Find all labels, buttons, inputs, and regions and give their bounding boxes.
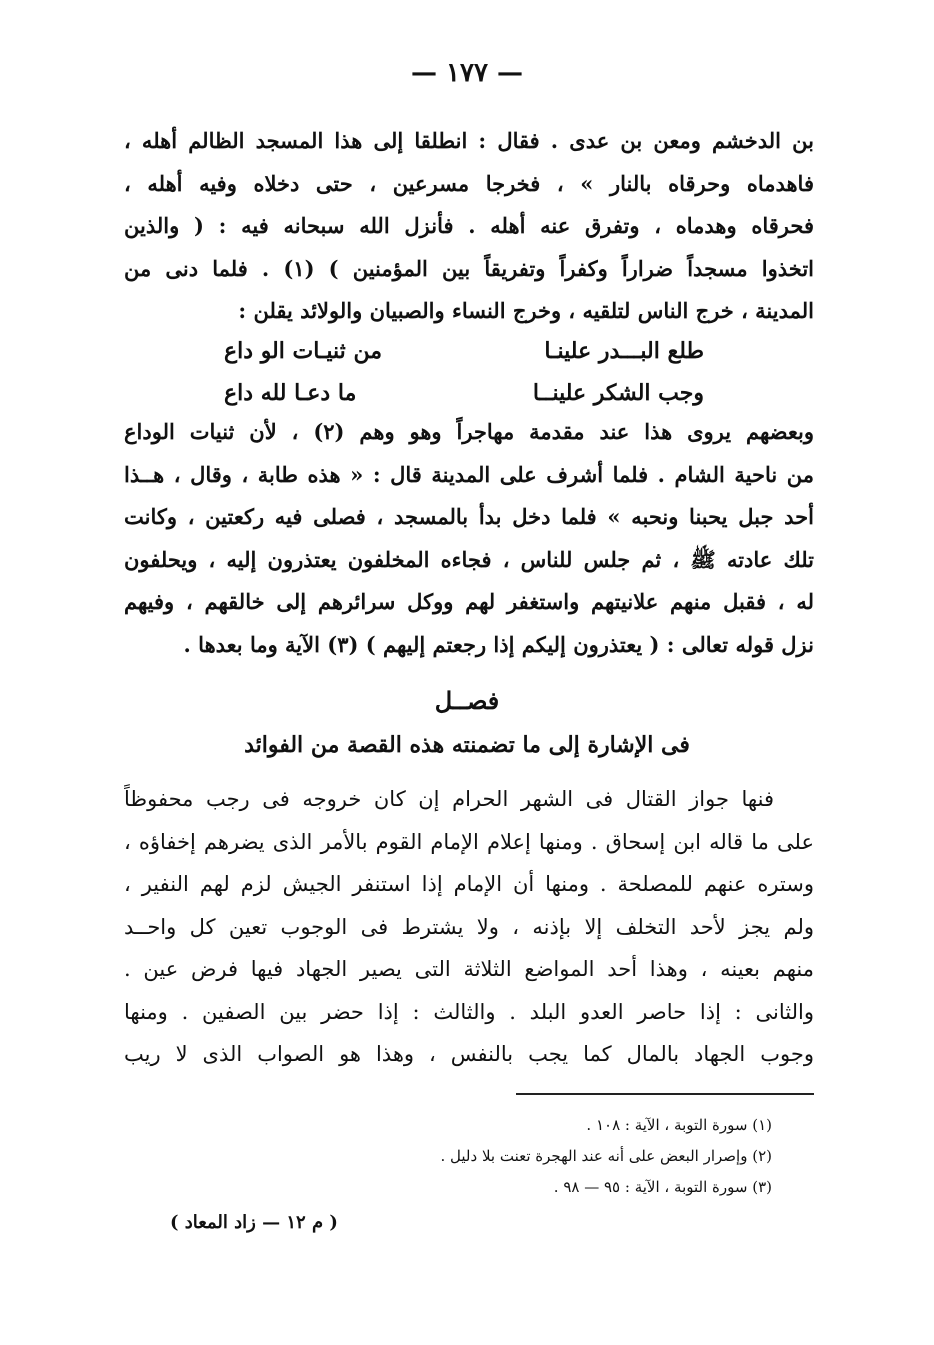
- text-line: فاهدماه وحرقاه بالنار » ، فخرجا مسرعين ، حتى دخلاه وفيه أهله ،: [124, 170, 814, 196]
- text-line: وستره عنهم للمصلحة . ومنها أن الإمام إذا استنفر الجيش لزم لهم النفير ،: [124, 872, 814, 896]
- text-line: ولم يجز لأحد التخلف إلا بإذنه ، ولا يشترط فى الوجوب تعين كل واحــد: [124, 914, 814, 939]
- verse-second-hemistich: من ثنيـات الو داع: [224, 338, 382, 364]
- poem-verse: [224, 372, 704, 414]
- footnote: (١) سورة التوبة ، الآية : ١٠٨ .: [586, 1116, 772, 1134]
- text-line: فنها جواز القتال فى الشهر الحرام إن كان خروجه فى رجب محفوظاً: [124, 787, 774, 811]
- text-line: له ، فقبل منهم علانيتهم واستغفر لهم ووكل سرائرهم إلى خالقهم ، وفيهم: [124, 589, 814, 614]
- text-line: بن الدخشم ومعن بن عدى . فقال : انطلقا إلى هذا المسجد الظالم أهله ،: [124, 128, 814, 153]
- text-line: المدينة ، خرج الناس لتلقيه ، وخرج النساء والصبيان والولائد يقلن :: [238, 298, 814, 323]
- verse-first-hemistich: طلع البـــدر علينـا: [544, 338, 704, 364]
- text-line: اتخذوا مسجداً ضراراً وكفراً وتفريقاً بين المؤمنين ) (١) . فلما دنى من: [124, 255, 814, 281]
- poem-verse: [224, 330, 704, 372]
- text-line: نزل قوله تعالى : ( يعتذرون إليكم إذا رجعتم إليهم ) (٣) الآية وما بعدها .: [183, 631, 814, 657]
- text-line: على ما قاله ابن إسحاق . ومنها إعلام الإمام القوم بالأمر الذى يضرهم إخفاؤه ،: [124, 829, 814, 854]
- poem: [224, 330, 704, 414]
- section-title: فصــل: [434, 686, 500, 715]
- paragraph-3: [124, 778, 814, 1076]
- footnote: (٢) وإصرار البعض على أنه عند الهجرة تعنت بلا دليل .: [440, 1147, 772, 1165]
- text-line: تلك عادته ﷺ ، ثم جلس للناس ، فجاءه المخلفون يعتذرون إليه ، ويحلفون: [124, 546, 814, 572]
- verse-second-hemistich: ما دعـا لله داع: [224, 380, 357, 406]
- paragraph-2: [124, 411, 814, 666]
- text-line: والثانى : إذا حاصر العدو البلد . والثالث : إذا حضر بين الصفين . ومنها: [124, 999, 814, 1024]
- text-line: فحرقاه وهدماه ، وتفرق عنه أهله . فأنزل الله سبحانه فيه : ( والذين: [124, 213, 814, 238]
- verse-first-hemistich: وجب الشكر علينــا: [532, 380, 704, 406]
- footnote-divider: [516, 1093, 814, 1095]
- printer-signature: ( م ١٢ — زاد المعاد ): [170, 1212, 338, 1233]
- section-subtitle: فى الإشارة إلى ما تضمنته هذه القصة من الفوائد: [244, 732, 690, 758]
- page-number: — ١٧٧ —: [410, 58, 524, 88]
- footnotes: [212, 1110, 772, 1203]
- text-line: أحد جبل يحبنا ونحبه » فلما دخل بدأ بالمسجد ، فصلى فيه ركعتين ، وكانت: [124, 504, 814, 529]
- paragraph-1: [124, 120, 814, 333]
- text-line: وبعضهم يروى هذا عند مقدمة مهاجراً وهو وهم (٢) ، لأن ثنيات الوداع: [124, 419, 814, 444]
- footnote: (٣) سورة التوبة ، الآية : ٩٥ — ٩٨ .: [553, 1178, 772, 1196]
- text-line: منهم بعينه ، وهذا أحد المواضع الثلاثة التى يصير الجهاد فيها فرض عين .: [124, 957, 814, 981]
- text-line: من ناحية الشام . فلما أشرف على المدينة قال : « هذه طابة ، وقال ، هــذا: [124, 461, 814, 487]
- text-line: وجوب الجهاد بالمال كما يجب بالنفس ، وهذا هو الصواب الذى لا ريب: [124, 1042, 814, 1066]
